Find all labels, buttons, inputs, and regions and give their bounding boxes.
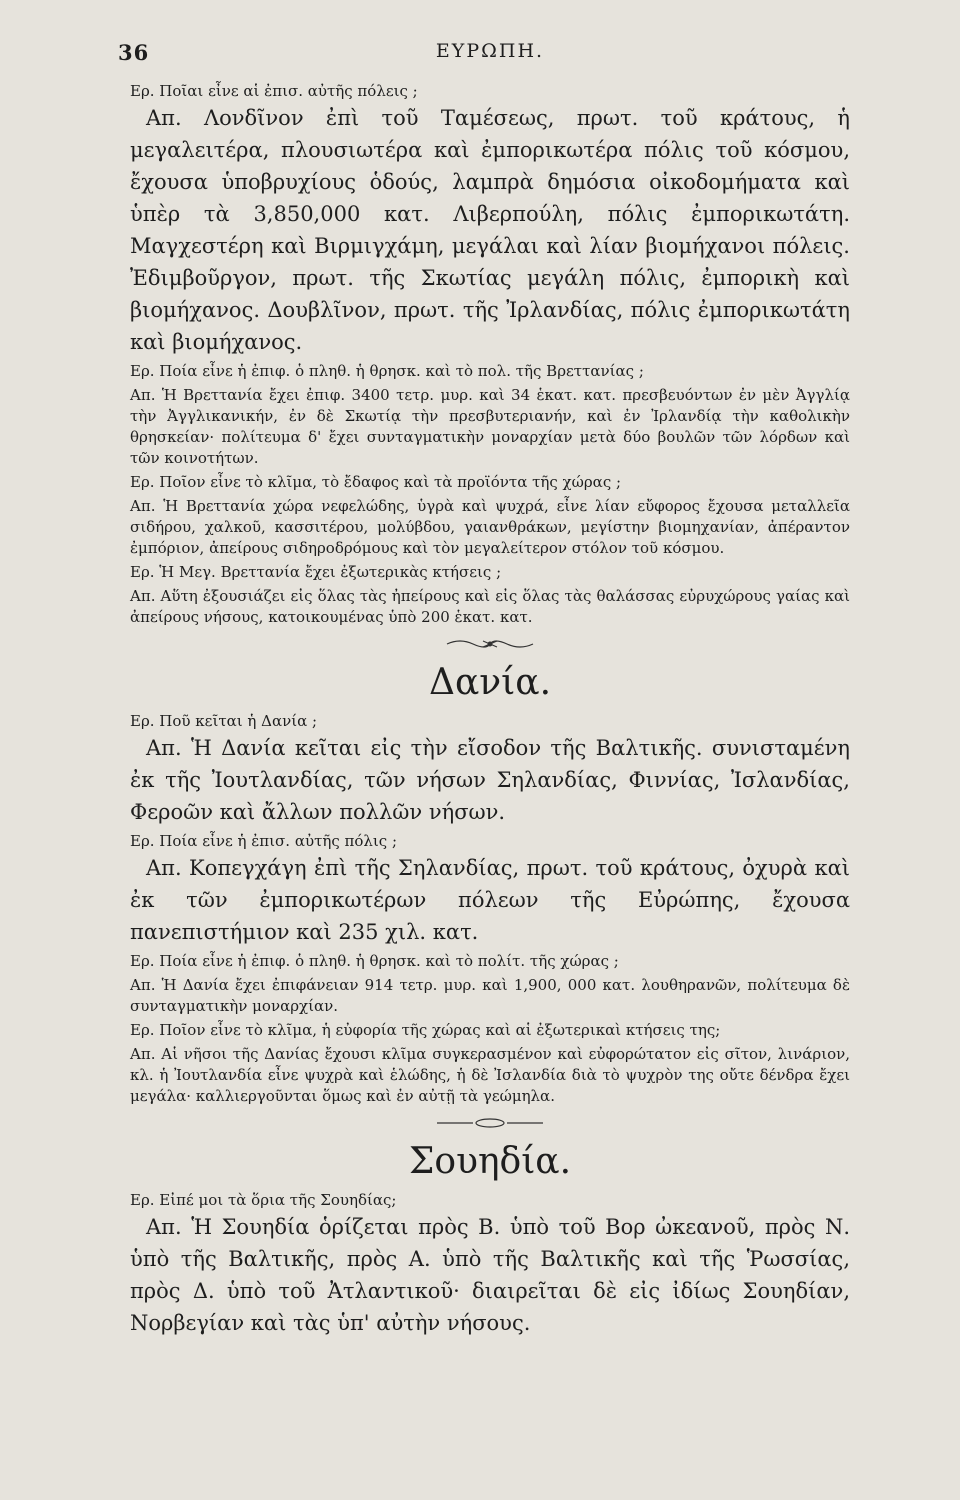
answer: Απ. Ἡ Δανία κεῖται εἰς τὴν εἴσοδον τῆς Βαλτικῆς. συνισταμένη ἐκ τῆς Ἰουτλανδίας, τῶν νήσων Σηλανδίας, Φιννίας, Ἰσλανδίας, Φεροῶν καὶ ἄλλων πολλῶν νήσων. (130, 736, 850, 824)
answer: Απ. Κοπεγχάγη ἐπὶ τῆς Σηλανδίας, πρωτ. τοῦ κράτους, ὀχυρὰ καὶ ἐκ τῶν ἐμπορικωτέρων πόλεων τῆς Εὐρώπης, ἔχουσα πανεπιστήμιον καὶ 235 χιλ. κατ. (130, 856, 850, 944)
page-header (118, 30, 850, 78)
answer-small: Απ. Αὕτη ἐξουσιάζει εἰς ὅλας τὰς ἠπείρους καὶ εἰς ὅλας τὰς θαλάσσας εὐρυχώρους γαίας καὶ ἀπείρους νήσους, κατοικουμένας ὑπὸ 200 ἑκατ. κατ. (130, 587, 850, 626)
section-divider-ornament (130, 1115, 850, 1137)
question: Ερ. Εἰπέ μοι τὰ ὅρια τῆς Σουηδίας; (130, 1191, 397, 1209)
page-body (130, 81, 850, 1339)
answer-small: Απ. Ἡ Βρεττανία ἔχει ἐπιφ. 3400 τετρ. μυρ. καὶ 34 ἑκατ. κατ. πρεσβευόντων ἐν μὲν Ἀγγλίᾳ τὴν Ἀγγλικανικήν, ἐν δὲ Σκωτίᾳ τὴν πρεσβυτεριανήν, καὶ ἐν Ἰρλανδίᾳ τὴν καθολικὴν θρησκείαν· πολίτευμα δ' ἔχει συνταγματικὴν μοναρχίαν μετὰ δύο βουλῶν τῶν λόρδων καὶ τῶν κοινοτήτων. (130, 386, 850, 467)
question: Ερ. Ποία εἶνε ἡ ἐπιφ. ὁ πληθ. ἡ θρησκ. καὶ τὸ πολ. τῆς Βρεττανίας ; (130, 362, 644, 380)
question: Ερ. Ποῖαι εἶνε αἱ ἐπισ. αὐτῆς πόλεις ; (130, 82, 418, 100)
section-divider-ornament (130, 636, 850, 658)
question: Ερ. Ἡ Μεγ. Βρεττανία ἔχει ἐξωτερικὰς κτήσεις ; (130, 563, 502, 581)
section-heading-sweden: Σουηδία. (408, 1141, 572, 1182)
question: Ερ. Ποία εἶνε ἡ ἐπισ. αὐτῆς πόλις ; (130, 832, 398, 850)
question: Ερ. Ποῦ κεῖται ἡ Δανία ; (130, 712, 318, 730)
question: Ερ. Ποῖον εἶνε τὸ κλῖμα, ἡ εὐφορία τῆς χώρας καὶ αἱ ἐξωτερικαὶ κτήσεις της; (130, 1021, 721, 1039)
question: Ερ. Ποῖον εἶνε τὸ κλῖμα, τὸ ἔδαφος καὶ τὰ προϊόντα τῆς χώρας ; (130, 473, 622, 491)
question: Ερ. Ποία εἶνε ἡ ἐπιφ. ὁ πληθ. ἡ θρησκ. καὶ τὸ πολίτ. τῆς χώρας ; (130, 952, 619, 970)
answer-small: Απ. Αἱ νῆσοι τῆς Δανίας ἔχουσι κλῖμα συγκερασμένον καὶ εὐφορώτατον εἰς σῖτον, λινάριον, κλ. ἡ Ἰουτλανδία εἶνε ψυχρὰ καὶ ἑλώδης, ἡ δὲ Ἰσλανδία διὰ τὸ ψυχρὸν της οὔτε δένδρα ἔχει μεγάλα· καλλιεργοῦνται ὅμως καὶ ἐν αὐτῇ τὰ γεώμηλα. (130, 1045, 850, 1105)
running-head: ΕΥΡΩΠΗ. (435, 40, 545, 62)
answer-small: Απ. Ἡ Δανία ἔχει ἐπιφάνειαν 914 τετρ. μυρ. καὶ 1,900, 000 κατ. λουθηρανῶν, πολίτευμα δὲ συνταγματικὴν μοναρχίαν. (130, 976, 850, 1015)
page-number: 36 (118, 40, 150, 65)
section-heading-denmark: Δανία. (428, 662, 552, 703)
answer: Απ. Λονδῖνον ἐπὶ τοῦ Ταμέσεως, πρωτ. τοῦ κράτους, ἡ μεγαλειτέρα, πλουσιωτέρα καὶ ἐμπορικωτέρα πόλις τοῦ κόσμου, ἔχουσα ὑποβρυχίους ὁδούς, λαμπρὰ δημόσια οἰκοδομήματα καὶ ὑπὲρ τὰ 3,850,000 κατ. Λιβερπούλη, πόλις ἐμπορικωτάτη. Μαγχεστέρη καὶ Βιρμιγχάμη, μεγάλαι καὶ λίαν βιομήχανοι πόλεις. Ἐδιμβοῦργον, πρωτ. τῆς Σκωτίας μεγάλη πόλις, ἐμπορικὴ καὶ βιομήχανος. Δουβλῖνον, πρωτ. τῆς Ἰρλανδίας, πόλις ἐμπορικωτάτη καὶ βιομήχανος. (130, 106, 850, 354)
answer-small: Απ. Ἡ Βρεττανία χώρα νεφελώδης, ὑγρὰ καὶ ψυχρά, εἶνε λίαν εὔφορος ἔχουσα μεταλλεῖα σιδήρου, χαλκοῦ, κασσιτέρου, μολύβδου, γαιανθράκων, μεγίστην βιομηχανίαν, ἀπέραντον ἐμπόριον, ἀπείρους σιδηροδρόμους καὶ τὸν μεγαλείτερον στόλον τοῦ κόσμου. (130, 497, 850, 557)
answer: Απ. Ἡ Σουηδία ὁρίζεται πρὸς Β. ὑπὸ τοῦ Βορ ὠκεανοῦ, πρὸς Ν. ὑπὸ τῆς Βαλτικῆς, πρὸς Α. ὑπὸ τῆς Βαλτικῆς καὶ τῆς Ῥωσσίας, πρὸς Δ. ὑπὸ τοῦ Ἀτλαντικοῦ· διαιρεῖται δὲ εἰς ἰδίως Σουηδίαν, Νορβεγίαν καὶ τὰς ὑπ' αὐτὴν νήσους. (130, 1215, 850, 1335)
